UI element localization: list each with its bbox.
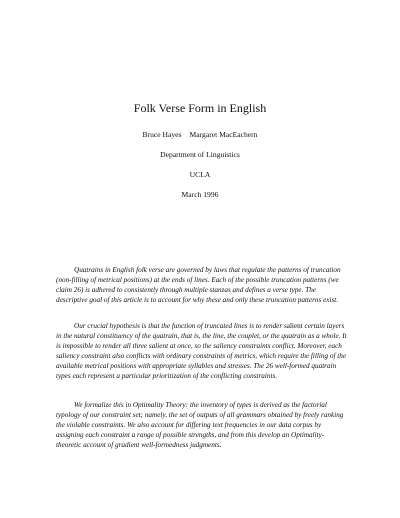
abstract-paragraph-text: Our crucial hypothesis is that the function of truncated lines is to render [74, 322, 284, 330]
paper-title: Folk Verse Form in English [133, 101, 267, 115]
department: Department of Linguistics [160, 150, 240, 159]
abstract-paragraph [56, 265, 348, 305]
abstract-paragraph-text: We formalize this in Optimality Theory: the inventory of types is derived as the factorial typology of our constraint set; namely, the set of outputs of all grammars obtained by freely ranking the violable constraints. We also account for differing text frequencies in our data corpus by assigning each constraint a range of possible strengths, and from this develop an Optimality-theoretic account of gradient well-formedness judgments. [56, 401, 344, 450]
abstract-paragraph [56, 321, 348, 382]
author-name: Bruce Hayes [142, 130, 182, 139]
abstract-paragraph-text: Quatrains in English folk verse are governed by laws that regulate the patterns of truncation (non-filling of metrical positions) at the ends of lines. Each of the possible truncation patterns (we claim 26) is adhered to consistently through multiple stanzas and defines a verse type. The descriptive goal of this article is to account for why these and only these truncation patterns exist. [56, 266, 341, 305]
emphasized-word: salient [283, 322, 303, 330]
abstract-paragraph-text: certain layers in the natural constituency of the quatrain, that is, the line, the couplet, or the quatrain as a whole. It is impossible to render all three salient at once, so the saliency constraints conflict. Moreover, each saliency constraint also conflicts with ordinary constraints of metrics, which require the filling of the available metrical positions with appropriate syllables and stresses. The 26 well-formed quatrain types each represent a particular prioritization of the conflicting constraints. [56, 322, 347, 381]
abstract-paragraph [56, 400, 348, 450]
author-list [0, 130, 400, 140]
author-name: Margaret MacEachern [189, 130, 258, 139]
publication-date: March 1996 [181, 190, 219, 199]
institution: UCLA [189, 170, 211, 179]
